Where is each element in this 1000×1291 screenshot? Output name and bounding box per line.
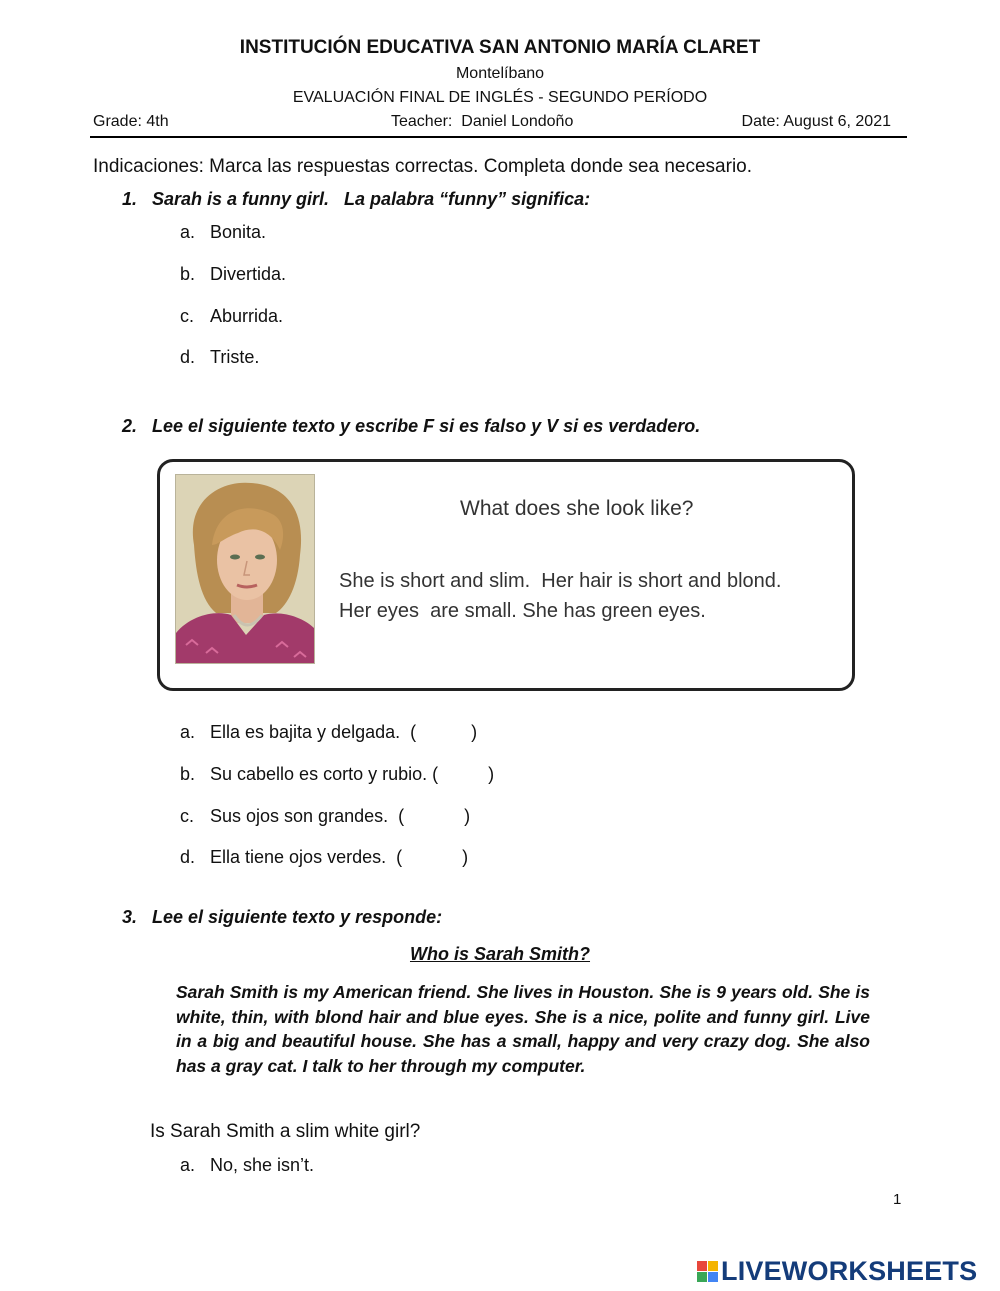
q1-option-b xyxy=(180,264,286,285)
q2-option-d xyxy=(180,847,468,868)
question-text: Lee el siguiente texto y responde: xyxy=(152,907,443,927)
option-text: Sus ojos son grandes. ( ) xyxy=(210,806,471,826)
option-letter: c. xyxy=(180,806,195,826)
question-1 xyxy=(122,189,590,210)
card-description: She is short and slim. Her hair is short and blond. Her eyes are small. She has green eyes. xyxy=(339,570,782,622)
option-text: Ella es bajita y delgada. ( ) xyxy=(210,722,478,742)
option-letter: a. xyxy=(180,722,196,742)
liveworksheets-logo xyxy=(697,1257,977,1285)
header-info-row xyxy=(93,113,891,135)
woman-portrait-image xyxy=(176,475,315,664)
exam-title: EVALUACIÓN FINAL DE INGLÉS - SEGUNDO PERÍODO xyxy=(292,89,708,106)
instructions: Indicaciones: Marca las respuestas correctas. Completa donde sea necesario. xyxy=(93,156,753,177)
city: Montelíbano xyxy=(455,65,545,82)
option-text: Ella tiene ojos verdes. ( ) xyxy=(210,847,469,867)
option-letter: d. xyxy=(180,847,196,867)
card-title: What does she look like? xyxy=(460,497,694,520)
option-letter: a. xyxy=(180,1155,196,1175)
option-text: Divertida. xyxy=(210,264,287,284)
option-letter: a. xyxy=(180,222,196,242)
logo-square-i xyxy=(708,1261,718,1271)
q1-option-c xyxy=(180,306,283,327)
grade: Grade: 4th xyxy=(93,113,169,130)
option-letter: b. xyxy=(180,764,196,784)
q2-option-b xyxy=(180,764,494,785)
question-text: Sarah is a funny girl. La palabra “funny” significa: xyxy=(152,189,591,209)
question-number: 3. xyxy=(122,907,138,927)
logo-square-l xyxy=(697,1261,707,1271)
woman-photo xyxy=(175,474,315,664)
passage-title: Who is Sarah Smith? xyxy=(409,944,591,964)
question-number: 2. xyxy=(122,416,138,436)
question-2 xyxy=(122,416,700,437)
q3-option-a xyxy=(180,1155,314,1176)
logo-squares-icon xyxy=(697,1261,718,1282)
comprehension-question: Is Sarah Smith a slim white girl? xyxy=(150,1121,421,1142)
option-text: Bonita. xyxy=(210,222,267,242)
option-text: Aburrida. xyxy=(210,306,284,326)
option-text: Triste. xyxy=(210,347,260,367)
question-text: Lee el siguiente texto y escribe F si es falso y V si es verdadero. xyxy=(152,416,701,436)
logo-square-v xyxy=(697,1272,707,1282)
logo-square-e xyxy=(708,1272,718,1282)
logo-text: LIVEWORKSHEETS xyxy=(721,1255,978,1286)
q1-option-a xyxy=(180,222,266,243)
school-name: INSTITUCIÓN EDUCATIVA SAN ANTONIO MARÍA CLARET xyxy=(239,37,761,58)
option-text: Su cabello es corto y rubio. ( ) xyxy=(210,764,495,784)
date: Date: August 6, 2021 xyxy=(741,113,891,130)
q1-option-d xyxy=(180,347,259,368)
option-letter: b. xyxy=(180,264,196,284)
option-text: No, she isn’t. xyxy=(210,1155,315,1175)
question-3 xyxy=(122,907,442,928)
option-letter: c. xyxy=(180,306,195,326)
question-number: 1. xyxy=(122,189,138,209)
q2-option-a xyxy=(180,722,477,743)
option-letter: d. xyxy=(180,347,196,367)
teacher: Teacher: Daniel Londoño xyxy=(391,113,574,130)
q2-option-c xyxy=(180,806,470,827)
page-number: 1 xyxy=(893,1191,902,1208)
reading-passage: Sarah Smith is my American friend. She lives in Houston. She is 9 years old. She is white, thin, with blond hair and blue eyes. She is a nice, polite and funny girl. Live in a big and beautiful house. She has a small, happy and very crazy dog. She also has a gray cat. I talk to her through my computer. xyxy=(176,982,870,1076)
header-divider xyxy=(90,136,907,138)
